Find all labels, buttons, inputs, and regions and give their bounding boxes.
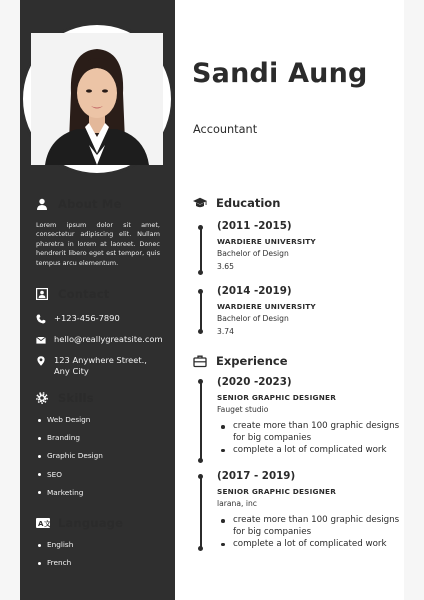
contact-phone bbox=[36, 313, 160, 324]
language-section bbox=[36, 514, 160, 576]
timeline-dot bbox=[198, 329, 203, 334]
timeline-dot bbox=[198, 225, 203, 230]
experience-role: SENIOR GRAPHIC DESIGNER bbox=[217, 487, 337, 496]
skill-item: Marketing bbox=[36, 488, 160, 506]
education-entry bbox=[217, 220, 407, 272]
language-heading-label: Language bbox=[58, 516, 124, 530]
skill-item: Web Design bbox=[36, 415, 160, 433]
education-period: (2011 -2015) bbox=[217, 220, 292, 232]
skill-item: SEO bbox=[36, 470, 160, 488]
profile-photo bbox=[31, 33, 163, 165]
experience-bullet: complete a lot of complicated work bbox=[217, 445, 407, 457]
skills-heading bbox=[36, 389, 160, 407]
contact-email bbox=[36, 334, 163, 345]
timeline-line bbox=[200, 477, 202, 549]
phone-icon bbox=[36, 314, 46, 324]
experience-bullet: create more than 100 graphic designs for big companies bbox=[217, 515, 407, 539]
skills-section bbox=[36, 389, 160, 506]
skill-item: Graphic Design bbox=[36, 451, 160, 469]
education-school: WARDIERE UNIVERSITY bbox=[217, 302, 316, 311]
graduation-cap-icon bbox=[193, 196, 207, 210]
translate-icon bbox=[36, 517, 52, 529]
skills-list bbox=[36, 415, 160, 506]
contact-address bbox=[36, 355, 160, 377]
location-pin-icon bbox=[36, 356, 46, 366]
experience-entry bbox=[217, 376, 407, 456]
envelope-icon bbox=[36, 335, 46, 345]
about-section bbox=[36, 195, 160, 268]
profile-photo-frame bbox=[20, 22, 174, 176]
experience-heading-label: Experience bbox=[216, 354, 288, 368]
page-edge-right bbox=[404, 0, 424, 600]
experience-bullet: complete a lot of complicated work bbox=[217, 539, 407, 551]
svg-text:文: 文 bbox=[44, 520, 52, 528]
language-heading bbox=[36, 514, 160, 532]
experience-period: (2020 -2023) bbox=[217, 376, 292, 388]
language-list bbox=[36, 540, 160, 576]
experience-bullets bbox=[217, 515, 407, 550]
skills-heading-label: Skills bbox=[58, 391, 94, 405]
education-degree: Bachelor of Design bbox=[217, 249, 289, 258]
education-gpa: 3.65 bbox=[217, 262, 234, 271]
svg-text:A: A bbox=[38, 520, 44, 528]
contact-address-text: 123 Anywhere Street., Any City bbox=[54, 355, 147, 376]
timeline-line bbox=[200, 228, 202, 273]
experience-company: Fauget studio bbox=[217, 405, 269, 414]
about-heading bbox=[36, 195, 160, 213]
experience-heading bbox=[193, 354, 288, 368]
user-icon bbox=[36, 198, 48, 210]
about-heading-label: About Me bbox=[58, 197, 122, 211]
resume-title: Accountant bbox=[193, 123, 258, 136]
timeline-dot bbox=[198, 458, 203, 463]
timeline-dot bbox=[198, 379, 203, 384]
experience-bullet: create more than 100 graphic designs for big companies bbox=[217, 421, 407, 445]
experience-bullets bbox=[217, 421, 407, 456]
timeline-dot bbox=[198, 474, 203, 479]
contact-email-text[interactable]: hello@reallygreatsite.com bbox=[54, 334, 163, 344]
skill-item: Branding bbox=[36, 433, 160, 451]
education-heading-label: Education bbox=[216, 196, 281, 210]
contact-phone-text[interactable]: +123-456-7890 bbox=[54, 313, 120, 323]
education-degree: Bachelor of Design bbox=[217, 314, 289, 323]
resume-name: Sandi Aung bbox=[192, 58, 368, 89]
timeline-dot bbox=[198, 289, 203, 294]
experience-period: (2017 - 2019) bbox=[217, 470, 296, 482]
timeline-dot bbox=[198, 546, 203, 551]
contact-card-icon bbox=[36, 288, 48, 300]
timeline-line bbox=[200, 382, 202, 461]
education-school: WARDIERE UNIVERSITY bbox=[217, 237, 316, 246]
education-gpa: 3.74 bbox=[217, 327, 234, 336]
education-heading bbox=[193, 196, 280, 210]
education-period: (2014 -2019) bbox=[217, 285, 292, 297]
experience-role: SENIOR GRAPHIC DESIGNER bbox=[217, 393, 337, 402]
contact-section bbox=[36, 285, 163, 377]
about-text: Lorem ipsum dolor sit amet, consectetur adipiscing elit. Nullam pharetra in lorem at laoreet. Donec hendrerit libero eget est tempor, quis tempus arcu elementum. bbox=[36, 221, 160, 267]
contact-heading-label: Contact bbox=[58, 287, 110, 301]
language-item: English bbox=[36, 540, 160, 558]
experience-company: larana, inc bbox=[217, 499, 257, 508]
gear-icon bbox=[36, 392, 48, 404]
language-item: French bbox=[36, 558, 160, 576]
education-entry bbox=[217, 285, 407, 337]
timeline-line bbox=[200, 292, 202, 332]
timeline-dot bbox=[198, 270, 203, 275]
experience-entry bbox=[217, 470, 407, 550]
page-edge-left bbox=[0, 0, 20, 600]
briefcase-icon bbox=[193, 354, 207, 368]
contact-heading bbox=[36, 285, 160, 303]
